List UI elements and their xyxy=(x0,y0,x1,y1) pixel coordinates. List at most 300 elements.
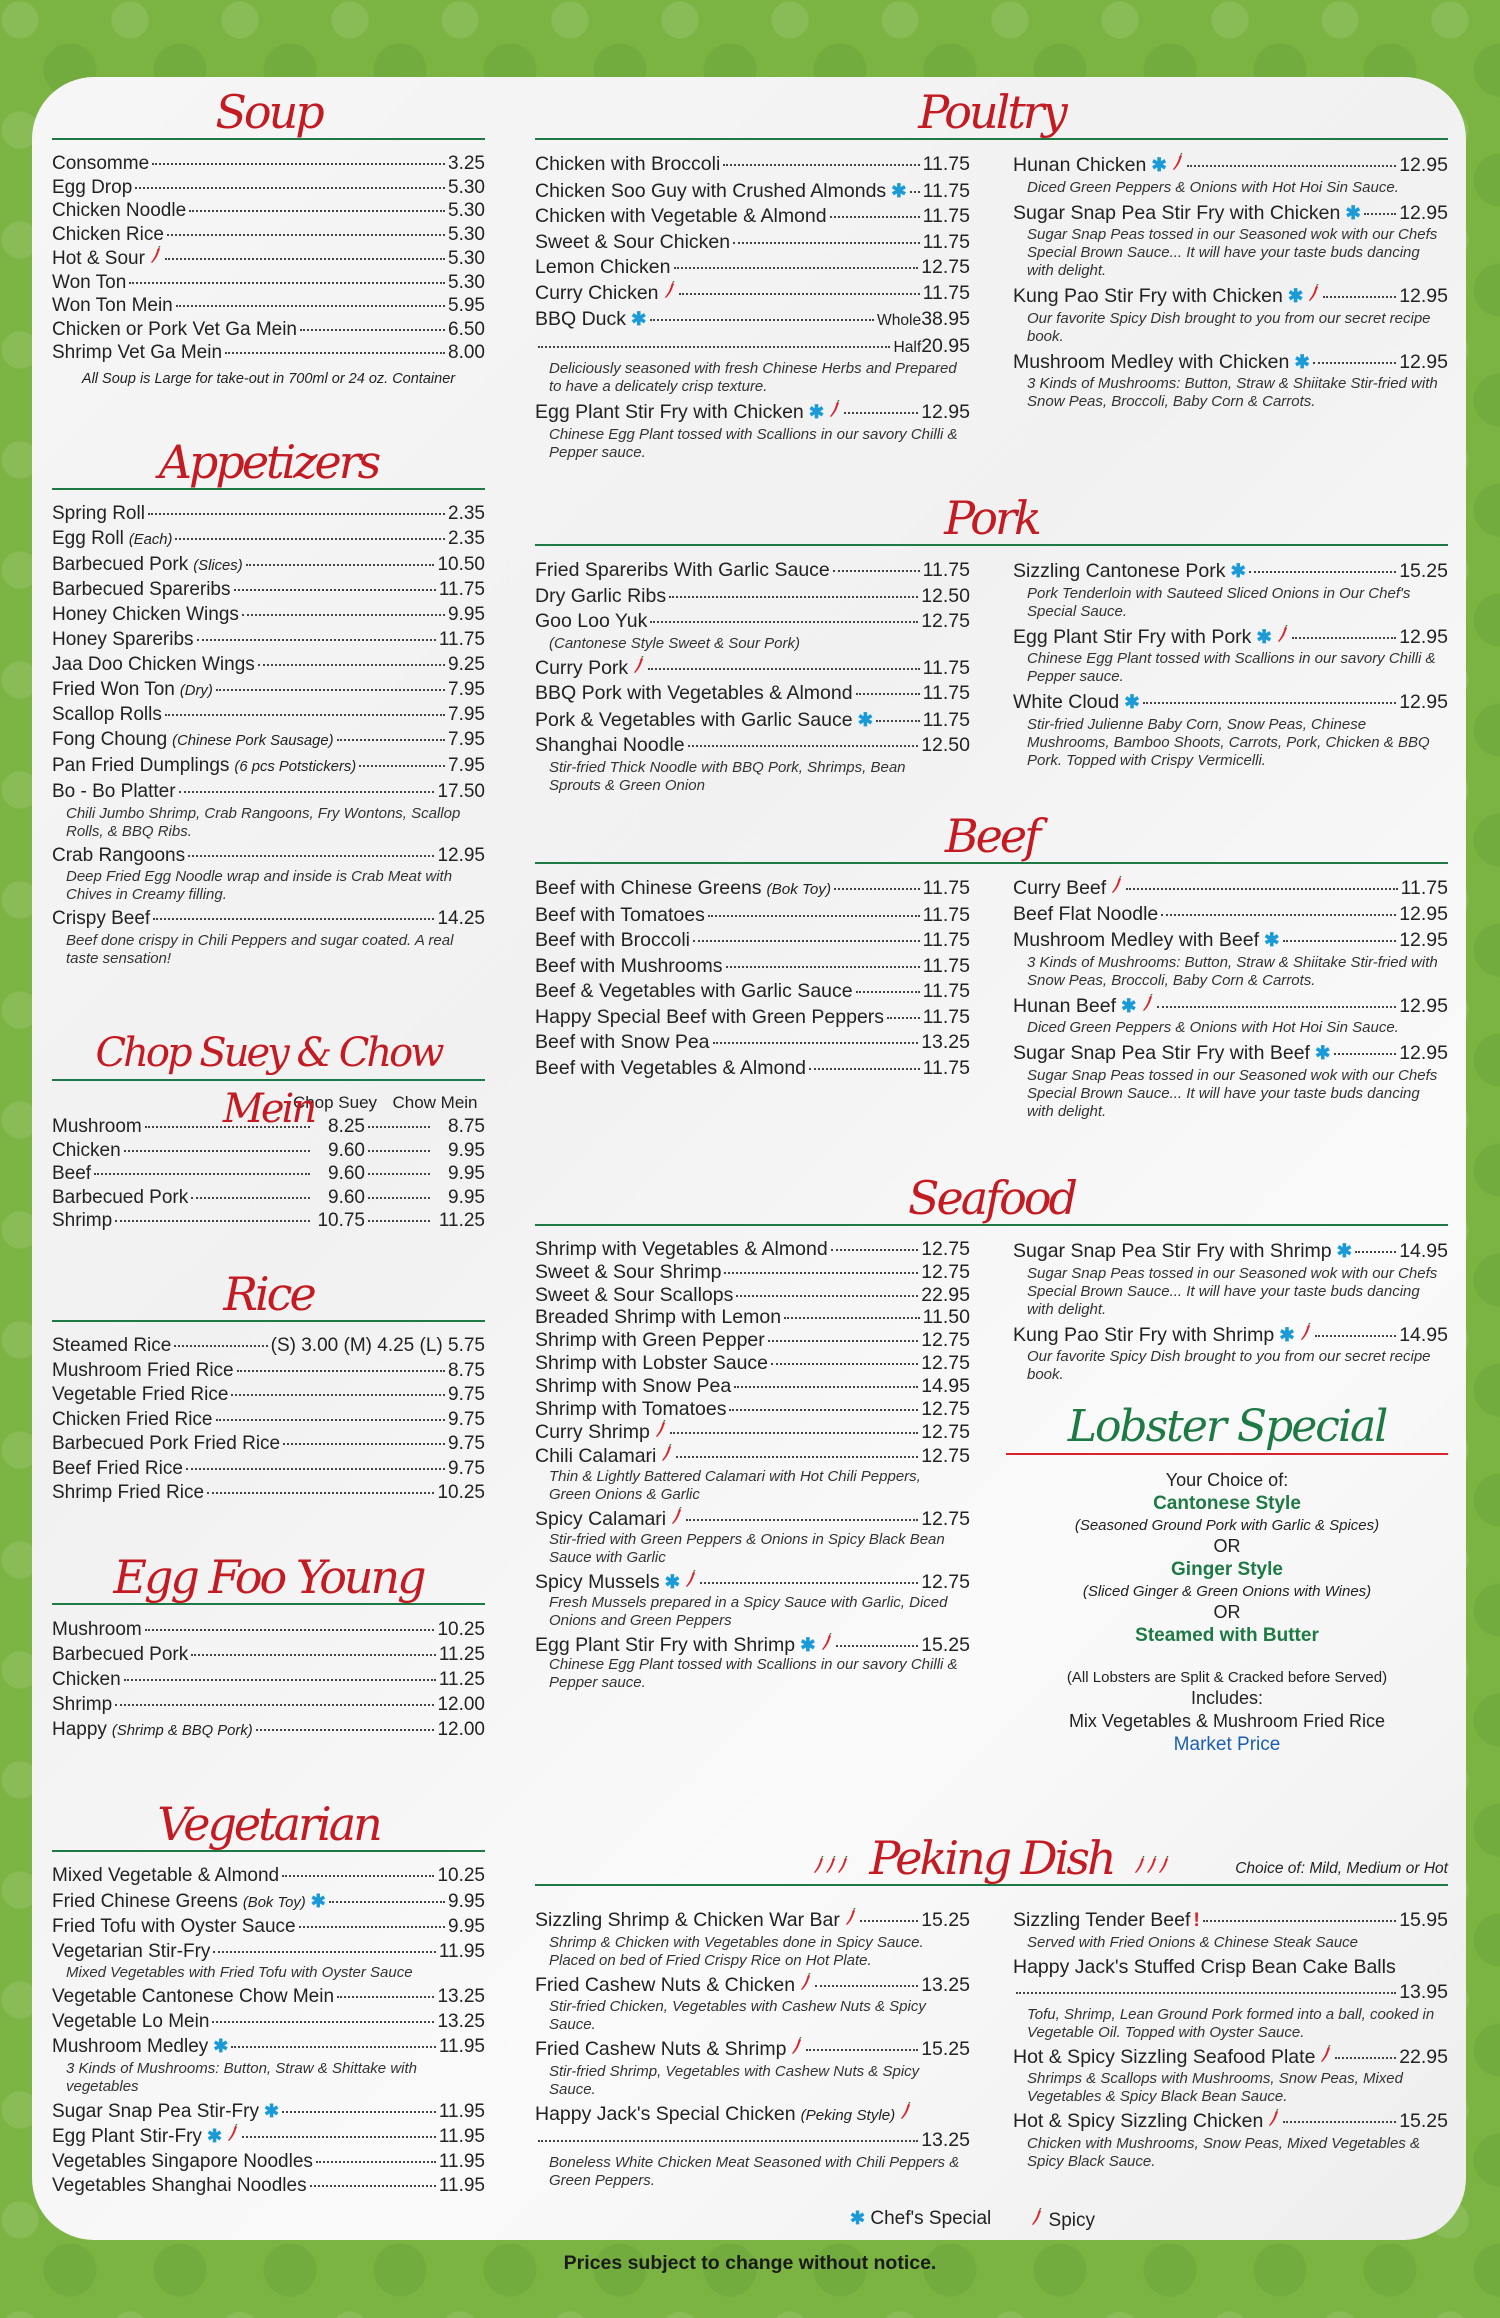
item-name: Fried Won Ton xyxy=(52,678,175,700)
item-price: 8.00 xyxy=(448,342,485,363)
item-price: 12.75 xyxy=(921,1397,970,1420)
item-price: 15.25 xyxy=(921,1909,970,1931)
dot-leader xyxy=(834,888,920,890)
item-row xyxy=(535,733,970,759)
item-row xyxy=(1013,624,1448,651)
item-price: (S) 3.00 (M) 4.25 (L) 5.75 xyxy=(270,1335,485,1356)
item-name: Hot & Spicy Sizzling Chicken xyxy=(1013,2110,1264,2132)
lobster-includes-label: Includes: xyxy=(1190,1688,1264,1708)
item-row xyxy=(52,703,485,728)
item-note: (Each) xyxy=(128,531,173,548)
menu-item xyxy=(52,1186,485,1210)
item-row xyxy=(52,728,485,754)
menu-item xyxy=(52,318,485,342)
item-row xyxy=(535,1329,970,1352)
chili-icon xyxy=(1031,2210,1043,2231)
menu-item xyxy=(52,780,485,841)
item-name: Chicken Rice xyxy=(52,223,164,245)
chili-icon xyxy=(1277,625,1289,651)
menu-item xyxy=(1013,2045,1448,2107)
item-name: Breaded Shrimp with Lemon xyxy=(535,1306,782,1329)
item-name: Chicken or Pork Vet Ga Mein xyxy=(52,318,297,340)
menu-item xyxy=(535,281,970,307)
item-name: Shrimp with Lobster Sauce xyxy=(535,1351,769,1374)
menu-item xyxy=(535,2037,970,2099)
item-row xyxy=(1013,1908,1448,1934)
menu-item xyxy=(52,703,485,728)
item-row xyxy=(535,876,970,903)
item-row xyxy=(535,1030,970,1056)
exclamation-icon: ! xyxy=(1193,1909,1200,1931)
star-icon: ✱ xyxy=(213,2036,229,2056)
section-title: Chop Suey & Chow Mein xyxy=(95,1030,442,1132)
dot-leader xyxy=(1187,165,1396,167)
dot-leader xyxy=(124,1150,310,1152)
item-row xyxy=(1013,1238,1448,1265)
item-price: 12.95 xyxy=(1399,350,1448,373)
dot-leader xyxy=(650,621,918,623)
item-price: 7.95 xyxy=(448,704,485,726)
item-row xyxy=(52,1481,485,1506)
price-label: Half xyxy=(893,338,922,356)
item-name: Egg Drop xyxy=(52,176,133,198)
star-icon: ✱ xyxy=(1264,929,1280,950)
menu-item xyxy=(52,578,485,603)
menu-item xyxy=(52,1432,485,1457)
dot-leader xyxy=(186,1468,445,1470)
item-row xyxy=(535,656,970,682)
dot-leader xyxy=(669,596,918,598)
item-name: Egg Plant Stir Fry with Pork xyxy=(1013,625,1252,648)
dot-leader xyxy=(191,1654,436,1656)
item-description: Fresh Mussels prepared in a Spicy Sauce with Garlic, Diced Onions and Green Peppers xyxy=(549,1593,948,1629)
dot-leader xyxy=(368,1150,430,1152)
dot-leader xyxy=(174,1345,267,1347)
item-description: Stir-fried with Green Peppers & Onions in Spicy Black Bean Sauce with Garlic xyxy=(549,1530,945,1566)
menu-item xyxy=(52,2034,485,2096)
menu-item xyxy=(52,502,485,527)
section-heading xyxy=(535,488,1448,546)
item-name: Beef with Snow Pea xyxy=(535,1031,710,1053)
item-price: 15.25 xyxy=(1399,560,1448,582)
item-note: (Bok Toy) xyxy=(766,881,832,898)
menu-item xyxy=(52,754,485,780)
menu-item xyxy=(1013,1238,1448,1319)
dot-leader xyxy=(809,1068,920,1070)
item-name: Curry Beef xyxy=(1013,877,1107,899)
section-heading xyxy=(1006,1397,1448,1455)
menu-item xyxy=(52,1985,485,2010)
item-price: 10.25 xyxy=(437,1482,485,1503)
section-pork xyxy=(535,488,1448,798)
menu-item xyxy=(535,1005,970,1031)
item-note: (6 pcs Potstickers) xyxy=(234,758,357,775)
item-row xyxy=(535,1420,970,1444)
item-name: Vegetables Shanghai Noodles xyxy=(52,2175,307,2196)
item-price: 11.75 xyxy=(922,559,970,581)
item-row xyxy=(52,2099,485,2125)
item-price: 11.75 xyxy=(1400,877,1448,899)
menu-item xyxy=(535,1973,970,2035)
menu-item xyxy=(535,1329,970,1352)
item-price: 12.00 xyxy=(437,1694,485,1715)
section-heading xyxy=(52,432,485,490)
item-list xyxy=(52,1617,485,1744)
item-price: 17.50 xyxy=(437,780,485,802)
dot-leader xyxy=(1313,362,1396,364)
item-name: Shrimp Vet Ga Mein xyxy=(52,342,223,363)
item-description: Boneless White Chicken Meat Seasoned with Chili Peppers & Green Peppers. xyxy=(549,2153,960,2189)
item-name: Barbecued Pork Fried Rice xyxy=(52,1433,281,1454)
item-name: Chicken Noodle xyxy=(52,200,187,221)
menu-item xyxy=(52,603,485,628)
dot-leader xyxy=(165,258,445,260)
item-list xyxy=(52,502,485,968)
dot-leader xyxy=(148,513,445,515)
item-price: 5.30 xyxy=(448,271,485,293)
item-description: Deep Fried Egg Noodle wrap and inside is Crab Meat with Chives in Creamy filling. xyxy=(66,868,453,904)
item-price: 11.25 xyxy=(438,1644,485,1665)
item-price: 15.25 xyxy=(921,2038,970,2060)
item-price: 11.75 xyxy=(922,682,970,704)
menu-item xyxy=(1013,200,1448,281)
item-price: 12.75 xyxy=(921,1351,970,1374)
dot-leader xyxy=(736,1295,918,1297)
item-row xyxy=(1013,993,1448,1020)
item-price: 11.75 xyxy=(922,708,970,731)
price-chop-suey: 8.25 xyxy=(328,1116,365,1137)
item-name: Sweet & Sour Shrimp xyxy=(535,1260,722,1283)
star-icon: ✱ xyxy=(310,1890,326,1911)
item-price: 13.25 xyxy=(921,1973,970,1996)
item-price: 12.00 xyxy=(437,1719,485,1740)
item-name: BBQ Duck xyxy=(535,308,627,330)
item-row xyxy=(52,1915,485,1940)
menu-item xyxy=(52,1162,485,1186)
dot-leader xyxy=(256,1729,435,1731)
section-title: Peking Dish xyxy=(869,1831,1114,1885)
item-price: 13.25 xyxy=(437,2010,485,2032)
menu-item xyxy=(52,1139,485,1163)
item-price: 12.75 xyxy=(921,1260,970,1283)
dot-leader xyxy=(282,2111,436,2113)
menu-item xyxy=(1013,993,1448,1038)
item-row xyxy=(52,780,485,805)
dot-leader xyxy=(734,1386,918,1388)
dot-leader xyxy=(213,1951,435,1953)
star-icon: ✱ xyxy=(1314,1042,1331,1063)
dot-leader xyxy=(688,745,919,747)
menu-item xyxy=(535,928,970,954)
lobster-intro: Your Choice of: xyxy=(1165,1470,1289,1490)
star-icon: ✱ xyxy=(1256,625,1272,647)
menu-item xyxy=(535,1908,970,1970)
item-name: Egg Plant Stir-Fry xyxy=(52,2126,202,2147)
item-description: Chinese Egg Plant tossed with Scallions in our savory Chilli & Pepper sauce. xyxy=(549,1656,958,1692)
menu-item xyxy=(535,1570,970,1630)
section-title: Seafood xyxy=(907,1171,1076,1225)
item-description: Sugar Snap Peas tossed in our Seasoned wok with our Chefs Special Brown Sauce... It will have your taste buds dancing with delight. xyxy=(1027,1066,1438,1120)
star-icon: ✱ xyxy=(1336,1240,1353,1261)
item-description: Tofu, Shrimp, Lean Ground Pork formed into a ball, cooked in Vegetable Oil. Topped with Oyster Sauce. xyxy=(1027,2005,1435,2041)
lobster-option-desc: (Seasoned Ground Pork with Garlic & Spices) xyxy=(1074,1517,1380,1534)
item-row xyxy=(52,653,485,678)
columns xyxy=(535,558,1448,798)
item-price: 14.95 xyxy=(921,1374,970,1397)
menu-item xyxy=(52,2124,485,2150)
chili-icon xyxy=(829,400,841,426)
menu-item xyxy=(1013,1955,1448,2042)
menu-item xyxy=(52,1359,485,1384)
price-chow-mein: 11.25 xyxy=(438,1210,485,1231)
dot-leader xyxy=(674,267,919,269)
item-price: 12.95 xyxy=(1399,1042,1448,1064)
menu-item xyxy=(535,2102,970,2190)
item-price: 12.95 xyxy=(921,401,970,423)
star-icon: ✱ xyxy=(263,2100,280,2121)
dot-leader xyxy=(368,1173,430,1175)
menu-column xyxy=(535,558,970,798)
price-chow-mein: 9.95 xyxy=(448,1139,485,1161)
dot-leader xyxy=(729,1409,918,1411)
item-price: 11.25 xyxy=(438,1669,485,1690)
section-title: Appetizers xyxy=(158,435,379,489)
item-row xyxy=(52,152,485,176)
item-name: Mixed Vegetable & Almond xyxy=(52,1865,280,1886)
item-price: 5.30 xyxy=(448,200,485,221)
menu-item xyxy=(52,728,485,754)
price-label: Whole xyxy=(876,312,922,329)
section-title: Vegetarian xyxy=(157,1797,380,1851)
item-row xyxy=(535,609,970,635)
item-name: Vegetarian Stir-Fry xyxy=(52,1940,211,1962)
lobster-price: Market Price xyxy=(1173,1734,1281,1755)
item-row xyxy=(535,1444,970,1468)
menu-item xyxy=(535,584,970,610)
menu-item xyxy=(535,1238,970,1261)
item-price: 11.75 xyxy=(922,281,970,304)
menu-item xyxy=(535,681,970,707)
item-description: Sugar Snap Peas tossed in our Seasoned wok with our Chefs Special Brown Sauce... It will have your taste buds dancing with delight. xyxy=(1027,226,1438,279)
dot-leader xyxy=(282,1875,434,1877)
item-row xyxy=(535,1352,970,1375)
item-name: Happy Jack's Stuffed Crisp Bean Cake Balls xyxy=(1013,1955,1396,1978)
item-description: (Cantonese Style Sweet & Sour Pork) xyxy=(549,634,800,652)
item-description: 3 Kinds of Mushrooms: Button, Straw & Shiitake Stir-fried with Snow Peas, Broccoli, Baby Corn & Carrots. xyxy=(1027,953,1438,989)
item-row xyxy=(52,578,485,603)
chili-icon xyxy=(150,246,162,271)
item-name: Beef with Tomatoes xyxy=(535,903,705,926)
item-description: Shrimps & Scallops with Mushrooms, Snow Peas, Mixed Vegetables & Spicy Black Bean Sauce. xyxy=(1027,2070,1403,2105)
section-beef xyxy=(535,806,1448,1124)
dot-leader xyxy=(153,918,434,920)
dot-leader xyxy=(784,1317,920,1319)
dot-leader xyxy=(216,689,445,691)
item-row xyxy=(1013,349,1448,376)
menu-item xyxy=(535,1030,970,1056)
item-name: Vegetable Fried Rice xyxy=(52,1384,229,1405)
item-description: Thin & Lightly Battered Calamari with Hot Chili Peppers, Green Onions & Garlic xyxy=(549,1467,921,1503)
item-row xyxy=(535,152,970,178)
item-name: Fried Chinese Greens xyxy=(52,1890,238,1912)
section-heading xyxy=(535,806,1448,864)
menu-item xyxy=(52,628,485,653)
item-price: 11.75 xyxy=(438,628,485,650)
item-row xyxy=(52,1864,485,1889)
item-name: White Cloud xyxy=(1013,691,1120,713)
star-icon: ✱ xyxy=(891,179,907,201)
item-note: (Shrimp & BBQ Pork) xyxy=(111,1723,253,1739)
item-price: 11.95 xyxy=(438,2150,485,2172)
item-row xyxy=(52,318,485,342)
item-price: 11.75 xyxy=(922,179,970,202)
item-name: Sugar Snap Pea Stir Fry with Shrimp xyxy=(1013,1240,1332,1262)
item-row xyxy=(535,1633,970,1657)
item-name: Happy Special Beef with Green Peppers xyxy=(535,1005,885,1028)
item-name: Shrimp with Green Pepper xyxy=(535,1329,765,1352)
star-icon: ✱ xyxy=(850,2208,866,2228)
dot-leader xyxy=(723,164,919,166)
item-price: 10.50 xyxy=(437,553,485,575)
item-description: Chili Jumbo Shrimp, Crab Rangoons, Fry Wontons, Scallop Rolls, & BBQ Ribs. xyxy=(66,804,461,840)
item-row xyxy=(535,255,970,281)
dot-leader xyxy=(1249,571,1396,573)
item-description: Diced Green Peppers & Onions with Hot Hoi Sin Sauce. xyxy=(1027,1019,1399,1036)
item-name: Honey Chicken Wings xyxy=(52,604,239,626)
price-chop-suey: 9.60 xyxy=(328,1163,365,1184)
item-price: 11.75 xyxy=(922,656,970,679)
dot-leader xyxy=(708,915,920,917)
price-chow-mein: 9.95 xyxy=(448,1163,485,1184)
menu-item xyxy=(52,1481,485,1506)
dot-leader xyxy=(283,1443,445,1445)
dot-leader xyxy=(300,329,445,331)
item-row xyxy=(535,1908,970,1934)
item-name: Scallop Rolls xyxy=(52,704,162,726)
dot-leader xyxy=(1126,888,1397,890)
dot-leader xyxy=(910,191,920,193)
star-icon: ✱ xyxy=(664,1570,681,1592)
star-icon: ✱ xyxy=(857,708,874,730)
item-list xyxy=(535,876,1448,1124)
item-price: 13.95 xyxy=(1399,1981,1448,2003)
menu-column xyxy=(535,1908,970,2193)
dot-leader xyxy=(258,664,445,666)
dot-leader xyxy=(887,1017,920,1019)
item-price: 8.75 xyxy=(448,1359,485,1381)
chili-icon xyxy=(791,2037,803,2063)
menu-item xyxy=(535,903,970,929)
legend xyxy=(850,2208,1095,2232)
item-name: Fried Cashew Nuts & Chicken xyxy=(535,1973,796,1996)
menu-item xyxy=(535,152,970,178)
price-row xyxy=(535,334,970,361)
dot-leader xyxy=(836,1645,919,1647)
item-name: Crab Rangoons xyxy=(52,844,186,866)
item-name: Beef Flat Noodle xyxy=(1013,902,1159,925)
item-name: Beef xyxy=(52,1163,92,1184)
dot-leader xyxy=(124,1679,436,1681)
item-name: Consomme xyxy=(52,153,150,174)
item-row xyxy=(535,2037,970,2063)
item-name: BBQ Pork with Vegetables & Almond xyxy=(535,682,853,704)
item-row xyxy=(52,2034,485,2060)
dot-leader xyxy=(167,234,445,236)
price-row xyxy=(535,2128,970,2154)
dot-leader xyxy=(237,1370,445,1372)
section-title: Soup xyxy=(215,85,322,139)
item-name: Chicken Fried Rice xyxy=(52,1408,213,1430)
item-list xyxy=(52,1334,485,1506)
menu-item xyxy=(52,1457,485,1482)
dot-leader xyxy=(670,1432,918,1434)
item-price: 15.95 xyxy=(1399,1909,1448,1931)
dot-leader xyxy=(359,765,445,767)
menu-item xyxy=(535,609,970,653)
menu-item xyxy=(52,527,485,553)
lobster-option-name: Steamed with Butter xyxy=(1135,1625,1319,1646)
dot-leader xyxy=(856,693,920,695)
header-chop-suey: Chop Suey xyxy=(292,1093,378,1112)
item-name: Crispy Beef xyxy=(52,908,151,930)
dot-leader xyxy=(145,1126,310,1128)
item-row xyxy=(535,903,970,929)
star-icon: ✱ xyxy=(1124,691,1140,712)
item-name: Dry Garlic Ribs xyxy=(535,584,667,607)
menu-item xyxy=(535,1375,970,1398)
item-name: Happy xyxy=(52,1719,107,1740)
item-row xyxy=(535,954,970,980)
item-price: 11.75 xyxy=(922,877,970,899)
item-row xyxy=(52,628,485,653)
item-name: Sizzling Tender Beef xyxy=(1013,1909,1191,1931)
section-heading xyxy=(535,1168,1448,1226)
dot-leader xyxy=(216,1419,446,1421)
item-name: Jaa Doo Chicken Wings xyxy=(52,653,255,675)
item-name: Egg Roll xyxy=(52,527,124,549)
columns xyxy=(535,876,1448,1124)
item-row xyxy=(535,1056,970,1082)
menu-item xyxy=(1013,1040,1448,1121)
item-name: Fong Choung xyxy=(52,729,168,751)
item-row xyxy=(1013,1955,1448,1981)
chili-icon xyxy=(1320,2045,1332,2071)
item-name: Shrimp xyxy=(52,1694,113,1715)
item-price: 11.95 xyxy=(438,2036,485,2057)
chili-icon xyxy=(1300,1323,1312,1349)
dot-leader xyxy=(191,1197,310,1199)
item-description: Shrimp & Chicken with Vegetables done in Spicy Sauce. Placed on bed of Fried Crispy Rice on Hot Plate. xyxy=(549,1933,924,1969)
star-icon: ✱ xyxy=(1287,285,1304,306)
menu-item xyxy=(535,255,970,281)
dot-leader xyxy=(768,1340,918,1342)
dot-leader xyxy=(1203,1920,1396,1922)
item-name: Egg Plant Stir Fry with Shrimp xyxy=(535,1633,796,1656)
menu-item xyxy=(535,399,970,462)
item-row xyxy=(52,2010,485,2035)
item-name: Spring Roll xyxy=(52,503,145,524)
item-name: Curry Shrimp xyxy=(535,1421,650,1444)
dot-leader xyxy=(1283,940,1397,942)
dot-leader xyxy=(831,1249,919,1251)
dot-leader xyxy=(856,991,920,993)
menu-item xyxy=(1013,152,1448,197)
section-title: Pork xyxy=(944,491,1039,545)
item-name: Beef with Mushrooms xyxy=(535,954,723,977)
item-row xyxy=(52,271,485,295)
item-name: Hunan Chicken xyxy=(1013,154,1147,176)
item-note: (Slices) xyxy=(193,557,243,574)
